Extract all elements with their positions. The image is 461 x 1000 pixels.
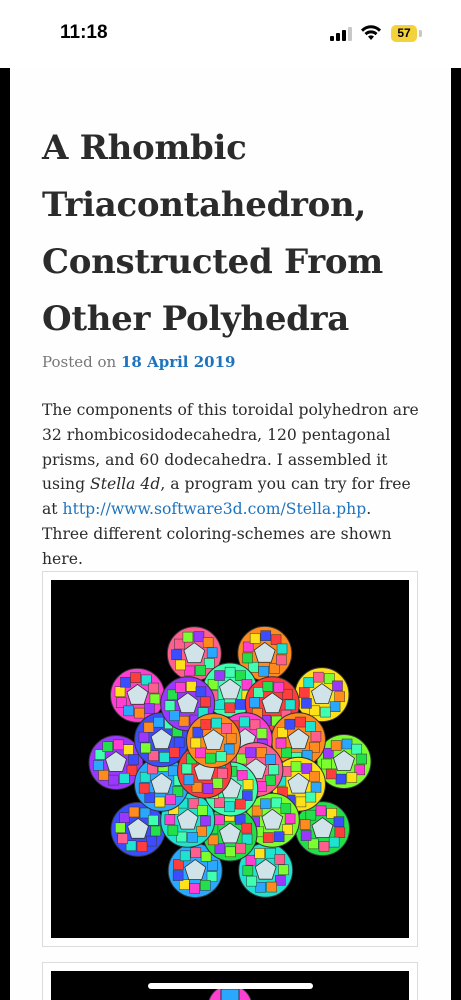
status-bar: [0, 0, 461, 68]
post-meta: [42, 353, 235, 371]
home-indicator[interactable]: [148, 983, 313, 989]
post-body: [42, 398, 422, 572]
wifi-icon: [360, 24, 382, 42]
battery-icon: 57: [391, 25, 417, 42]
polyhedron-figure[interactable]: [42, 571, 418, 947]
body-text-2: , a program you can try for free at: [42, 475, 411, 519]
polyhedron-image[interactable]: [51, 580, 409, 938]
software-name: Stella 4d: [90, 475, 161, 494]
polyhedron-figure-2[interactable]: [42, 962, 418, 1000]
signal-icon: [330, 27, 352, 41]
post-content[interactable]: [10, 68, 451, 1000]
status-time: 11:18: [60, 22, 108, 43]
post-title: A Rhombic Triacontahedron, Constructed From Other Polyhedra: [42, 128, 383, 339]
body-text-1: The components of this toroidal polyhedron are 32 rhombicosidodecahedra, 120 pentagonal prisms, and 60 dodecahedra. I assembled it using: [42, 401, 419, 494]
body-text-3: . Three different coloring-schemes are shown here.: [42, 500, 392, 568]
battery-tip: [419, 30, 422, 37]
stella-link[interactable]: http://www.software3d.com/Stella.php: [62, 500, 367, 519]
posted-on-label: Posted on: [42, 353, 117, 371]
post-date-link[interactable]: 18 April 2019: [120, 353, 236, 371]
